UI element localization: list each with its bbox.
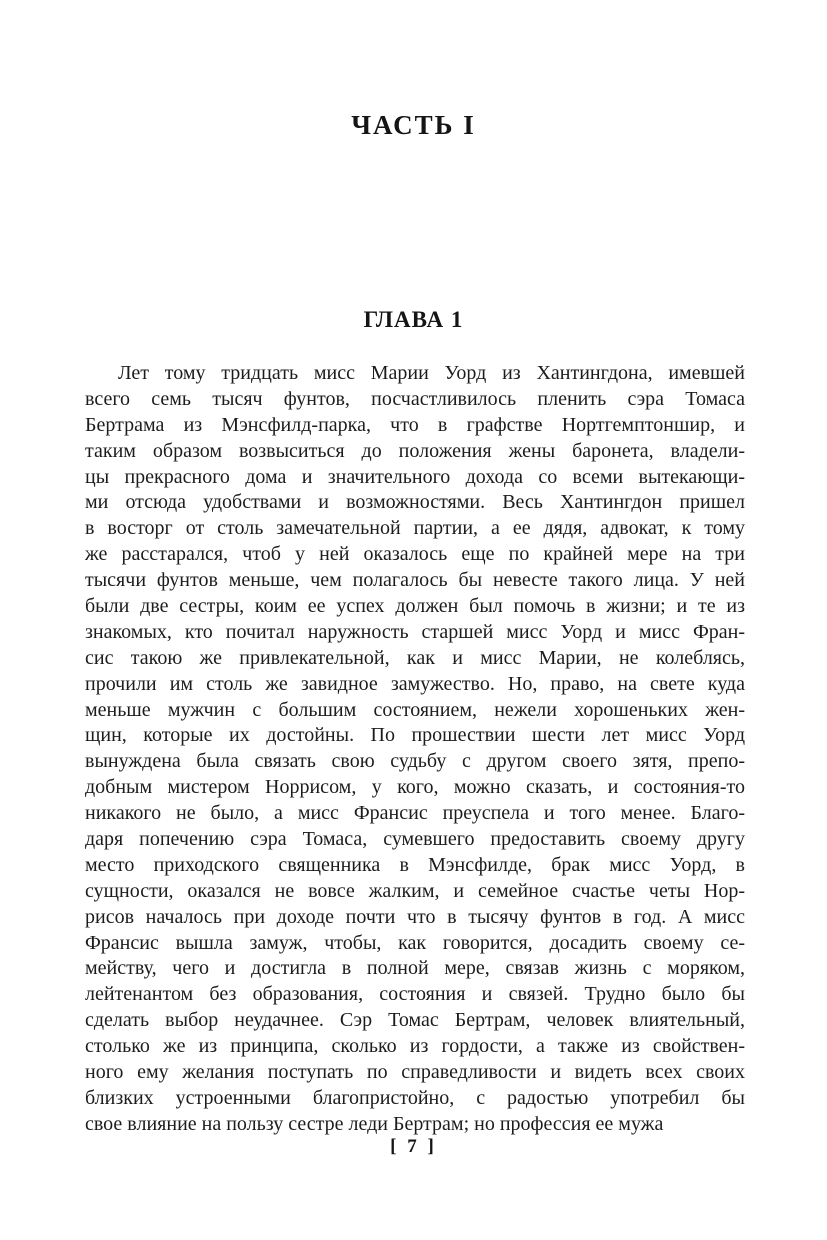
text-line: щин, которые их достойны. По прошествии шести лет мисс Уорд [85,724,745,747]
chapter-title: ГЛАВА 1 [363,307,464,332]
part-title: ЧАСТЬ I [351,110,476,140]
text-line: таким образом возвыситься до положения жены баронета, владели- [85,439,745,462]
text-line: рисов началось при доходе почти что в тысячу фунтов в год. А мисс [85,905,745,928]
text-line: знакомых, кто почитал наружность старшей мисс Уорд и мисс Фран- [85,620,745,643]
text-line: никакого не было, а мисс Франсис преуспела и того менее. Благо- [85,802,745,825]
text-line: Франсис вышла замуж, чтобы, как говорится, досадить своему се- [85,931,745,954]
text-line: меньше мужчин с большим состоянием, нежели хорошеньких жен- [85,698,745,721]
text-line: столько же из принципа, сколько из гордости, а также из свойствен- [85,1035,745,1058]
text-line: Лет тому тридцать мисс Марии Уорд из Хантингдона, имевшей [118,362,745,384]
text-line: место приходского священника в Мэнсфилде, брак мисс Уорд, в [85,853,745,876]
text-line: всего семь тысяч фунтов, посчастливилось пленить сэра Томаса [85,387,745,410]
text-line: мейству, чего и достигла в полной мере, связав жизнь с моряком, [85,957,745,980]
text-line: цы прекрасного дома и значительного дохода со всеми вытекающи- [85,465,745,488]
text-line: сущности, оказался не вовсе жалким, и семейное счастье четы Нор- [85,879,745,902]
page-number: [ 7 ] [390,1136,437,1157]
text-line: прочили им столь же завидное замужество. Но, право, на свете куда [85,672,745,695]
text-line: ного ему желания поступать по справедливости и видеть всех своих [85,1061,745,1084]
text-line: Бертрама из Мэнсфилд-парка, что в графстве Нортгемптоншир, и [85,413,745,436]
text-line: тысячи фунтов меньше, чем полагалось бы невесте такого лица. У ней [85,569,745,592]
text-line: сделать выбор неудачнее. Сэр Томас Бертрам, человек влиятельный, [85,1009,745,1032]
text-line: близких устроенными благопристойно, с радостью употребил бы [85,1086,745,1109]
text-line: в восторг от столь замечательной партии, а ее дядя, адвокат, к тому [85,517,745,540]
text-line: свое влияние на пользу сестре леди Бертрам; но профессия ее мужа [85,1112,664,1135]
text-line: же расстарался, чтоб у ней оказалось еще по крайней мере на три [85,543,745,566]
body-paragraph [85,361,745,1138]
text-line: ми отсюда удобствами и возможностями. Весь Хантингдон пришел [85,491,745,514]
text-line: добным мистером Норрисом, у кого, можно сказать, и состояния-то [85,776,745,799]
text-line: вынуждена была связать свою судьбу с другом своего зятя, препо- [85,750,745,773]
text-line: даря попечению сэра Томаса, сумевшего предоставить своему другу [85,828,745,851]
text-line: были две сестры, коим ее успех должен был помочь в жизни; и те из [85,595,745,618]
text-line: сис такою же привлекательной, как и мисс Марии, не колеблясь, [85,646,745,669]
text-line: лейтенантом без образования, состояния и связей. Трудно было бы [85,983,745,1006]
